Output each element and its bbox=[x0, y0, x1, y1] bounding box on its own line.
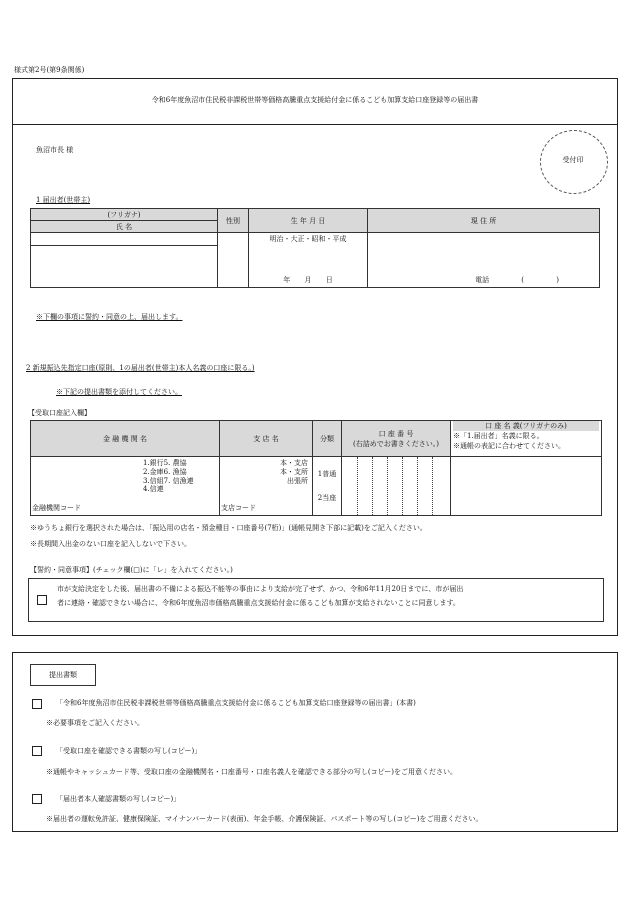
section1-heading: 1 届出者(世帯主) bbox=[36, 196, 91, 204]
consent-heading: 【誓約・同意事項】(チェック欄(□)に「レ」を入れてください。) bbox=[30, 566, 233, 574]
account-number-note: (右詰めでお書きください。) bbox=[353, 439, 439, 448]
bank-header: 金 融 機 関 名 bbox=[31, 421, 220, 457]
holder-header: 口 座 名 義(フリガナのみ) bbox=[453, 421, 599, 431]
account-type-2: 2当座 bbox=[317, 494, 337, 502]
doc-2-title: 「受取口座を確認できる書類の写し(コピー)」 bbox=[56, 747, 202, 755]
account-type-input[interactable] bbox=[313, 457, 342, 516]
form-title: 令和6年度魚沼市住民税非課税世帯等価格高騰重点支援給付金に係るこども加算支給口座登録等の届出書 bbox=[151, 96, 479, 104]
doc-1-note: ※必要事項をご記入ください。 bbox=[46, 719, 144, 727]
account-table bbox=[30, 420, 602, 516]
section2-heading: 2 新規振込先指定口座(原則、1の届出者(世帯主)本人名義の口座に限る。) bbox=[26, 364, 255, 372]
bank-type-3: 3.信組7. 信漁連 bbox=[143, 476, 194, 485]
account-type-1: 1普通 bbox=[317, 470, 337, 478]
name-header: 氏 名 bbox=[31, 221, 218, 233]
holder-note-1: ※「1.届出者」名義に限る。 bbox=[453, 432, 544, 440]
phone-label: 電話 ( ) bbox=[475, 276, 559, 285]
date-units: 年 月 日 bbox=[283, 276, 333, 285]
branch-type-2: 本・支所 bbox=[280, 467, 308, 476]
addressee: 魚沼市長 様 bbox=[36, 146, 74, 154]
branch-type-1: 本・支店 bbox=[280, 459, 308, 467]
bank-type-4: 4.信連 bbox=[143, 485, 164, 494]
furigana-input[interactable] bbox=[31, 233, 218, 246]
era-options: 明治・大正・昭和・平成 bbox=[269, 235, 347, 244]
bank-type-2: 2.金庫6. 漁協 bbox=[143, 467, 187, 476]
type-header: 分類 bbox=[313, 421, 342, 457]
documents-heading: 提出書類 bbox=[49, 671, 77, 679]
doc-1-title: 「令和6年度魚沼市住民税非課税世帯等価格高騰重点支援給付金に係るこども加算支給口座登録等の届出書」(本書) bbox=[56, 699, 416, 707]
applicant-table bbox=[30, 208, 600, 288]
account-number-input[interactable] bbox=[342, 457, 451, 516]
yucho-note: ※ゆうちょ銀行を選択された場合は、「振込用の店名・預金種目・口座番号(7桁)」(通帳見開き下部に記載)をご記入ください。 bbox=[30, 524, 427, 532]
consent-line-1: 市が支給決定をした後、届出書の不備による振込不能等の事由により支給が完了せず、かつ、令和6年11月20日までに、市が届出 bbox=[57, 585, 464, 593]
doc-3-note: ※届出者の運転免許証、健康保険証、マイナンバーカード(表面)、年金手帳、介護保険証、パスポート等の写し(コピー)をご用意ください。 bbox=[46, 815, 483, 823]
branch-code-label: 支店コード bbox=[221, 504, 256, 513]
documents-frame bbox=[12, 652, 618, 832]
longterm-note: ※長期間入出金のない口座を記入しないで下さい。 bbox=[30, 540, 191, 548]
title-divider bbox=[13, 124, 617, 125]
account-number-header: 口 座 番 号 bbox=[378, 429, 414, 438]
pledge-note: ※下欄の事項に誓約・同意の上、届出します。 bbox=[36, 313, 183, 321]
main-form-frame bbox=[12, 78, 618, 636]
furigana-header: (フリガナ) bbox=[31, 209, 218, 221]
address-header: 現 住 所 bbox=[368, 209, 600, 233]
address-input[interactable] bbox=[368, 233, 600, 288]
sex-header: 性別 bbox=[218, 209, 249, 233]
form-number: 様式第2号(第9条関係) bbox=[14, 66, 85, 74]
holder-input[interactable] bbox=[451, 457, 602, 516]
doc-3-title: 「届出者本人確認書類の写し(コピー)」 bbox=[56, 795, 181, 803]
holder-note-2: ※通帳の表記に合わせてください。 bbox=[453, 442, 565, 450]
account-table-title: 【受取口座記入欄】 bbox=[28, 409, 91, 417]
doc-1-checkbox[interactable] bbox=[32, 699, 42, 709]
birthdate-header: 生 年 月 日 bbox=[249, 209, 368, 233]
name-input[interactable] bbox=[31, 246, 218, 288]
doc-2-checkbox[interactable] bbox=[32, 746, 42, 756]
sex-input[interactable] bbox=[218, 233, 249, 288]
bank-type-1: 1.銀行5. 農協 bbox=[143, 459, 187, 467]
bank-input[interactable] bbox=[31, 457, 220, 516]
branch-type-3: 出張所 bbox=[287, 476, 308, 485]
branch-input[interactable] bbox=[220, 457, 313, 516]
doc-2-note: ※通帳やキャッシュカード等、受取口座の金融機関名・口座番号・口座名義人を確認できる部分の写し(コピー)をご用意ください。 bbox=[46, 768, 458, 776]
consent-line-2: 者に連絡・確認できない場合に、令和6年度魚沼市価格高騰重点支援給付金に係るこども加算が支給されないことに同意します。 bbox=[57, 599, 460, 607]
reception-stamp-label: 受付印 bbox=[562, 156, 584, 164]
branch-header: 支 店 名 bbox=[220, 421, 313, 457]
doc-3-checkbox[interactable] bbox=[32, 794, 42, 804]
birthdate-input[interactable] bbox=[249, 233, 368, 288]
documents-heading-box bbox=[30, 664, 96, 686]
consent-checkbox[interactable] bbox=[37, 595, 47, 605]
bank-code-label: 金融機関コード bbox=[32, 504, 81, 513]
attach-note: ※下記の提出書類を添付してください。 bbox=[56, 388, 182, 396]
consent-box bbox=[28, 578, 604, 622]
